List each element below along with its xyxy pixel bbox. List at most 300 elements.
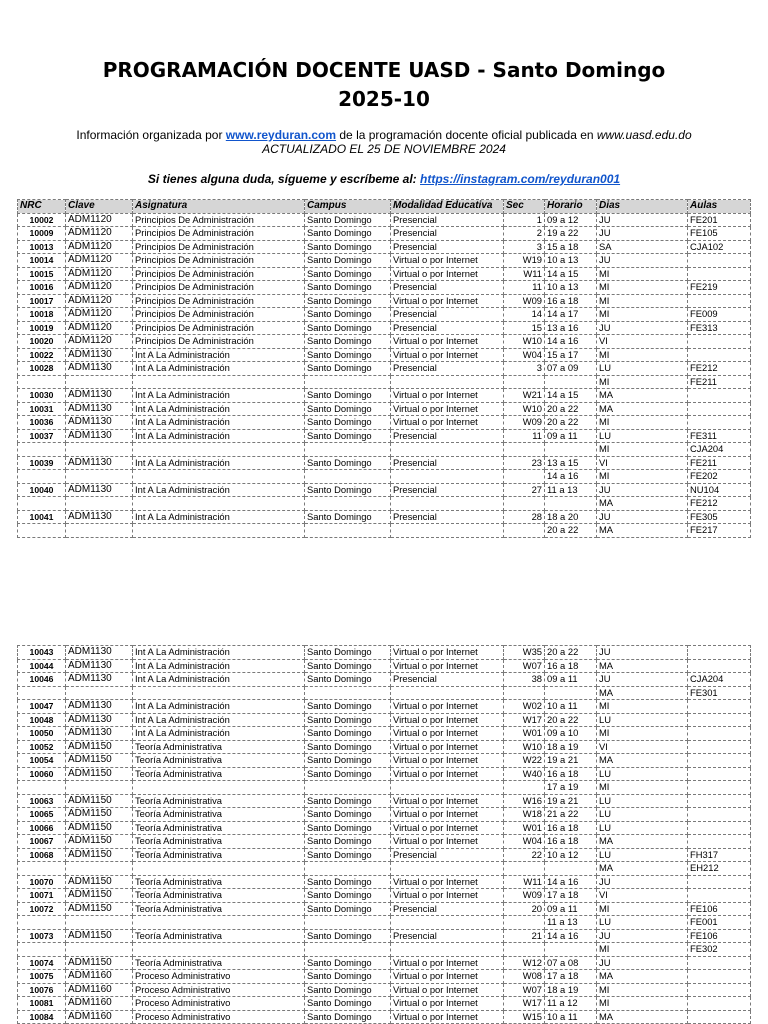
- horario-cell: 09 a 11: [545, 902, 597, 916]
- clave-cell: ADM1130: [66, 700, 133, 714]
- clave-cell: ADM1130: [66, 659, 133, 673]
- horario-cell: 19 a 21: [545, 794, 597, 808]
- asignatura-cell: Int A La Administración: [133, 389, 305, 403]
- dias-cell: MI: [597, 281, 688, 295]
- modalidad-cell: Presencial: [391, 429, 504, 443]
- nrc-cell: 10039: [18, 456, 66, 470]
- table-row: [18, 443, 751, 457]
- clave-cell: ADM1130: [66, 402, 133, 416]
- asignatura-cell: Teoría Administrativa: [133, 875, 305, 889]
- aulas-cell: FE211: [688, 375, 751, 389]
- asignatura-cell: [133, 470, 305, 484]
- asignatura-cell: [133, 943, 305, 957]
- aulas-cell: [688, 740, 751, 754]
- campus-cell: Santo Domingo: [305, 794, 391, 808]
- dias-cell: JU: [597, 875, 688, 889]
- nrc-cell: 10017: [18, 294, 66, 308]
- sec-cell: [504, 375, 545, 389]
- asignatura-cell: Proceso Administrativo: [133, 1010, 305, 1024]
- horario-cell: 09 a 10: [545, 727, 597, 741]
- table-row: [18, 997, 751, 1011]
- modalidad-cell: Virtual o por Internet: [391, 1010, 504, 1024]
- asignatura-cell: Proceso Administrativo: [133, 997, 305, 1011]
- clave-cell: ADM1130: [66, 483, 133, 497]
- table-row: [18, 389, 751, 403]
- horario-cell: 10 a 11: [545, 1010, 597, 1024]
- horario-cell: 16 a 18: [545, 835, 597, 849]
- modalidad-cell: Presencial: [391, 456, 504, 470]
- dias-cell: MI: [597, 308, 688, 322]
- aulas-cell: FE211: [688, 456, 751, 470]
- campus-cell: Santo Domingo: [305, 740, 391, 754]
- clave-cell: ADM1150: [66, 767, 133, 781]
- clave-cell: ADM1160: [66, 983, 133, 997]
- aulas-cell: [688, 713, 751, 727]
- clave-cell: [66, 916, 133, 930]
- modalidad-cell: [391, 916, 504, 930]
- sec-cell: [504, 916, 545, 930]
- nrc-cell: 10031: [18, 402, 66, 416]
- aulas-cell: [688, 754, 751, 768]
- sec-cell: [504, 943, 545, 957]
- clave-cell: ADM1150: [66, 754, 133, 768]
- clave-cell: ADM1150: [66, 956, 133, 970]
- modalidad-cell: Virtual o por Internet: [391, 956, 504, 970]
- dias-cell: LU: [597, 713, 688, 727]
- nrc-cell: [18, 862, 66, 876]
- aulas-cell: FE106: [688, 902, 751, 916]
- clave-cell: ADM1120: [66, 254, 133, 268]
- sec-cell: W07: [504, 659, 545, 673]
- clave-cell: [66, 524, 133, 538]
- table-row: [18, 700, 751, 714]
- campus-cell: Santo Domingo: [305, 902, 391, 916]
- asignatura-cell: Int A La Administración: [133, 646, 305, 660]
- sec-cell: [504, 862, 545, 876]
- clave-cell: ADM1120: [66, 213, 133, 227]
- table-row: [18, 497, 751, 511]
- modalidad-cell: [391, 781, 504, 795]
- dias-cell: MA: [597, 497, 688, 511]
- clave-cell: ADM1130: [66, 362, 133, 376]
- sec-cell: W10: [504, 402, 545, 416]
- asignatura-cell: Teoría Administrativa: [133, 956, 305, 970]
- campus-cell: Santo Domingo: [305, 267, 391, 281]
- modalidad-cell: Presencial: [391, 929, 504, 943]
- campus-cell: Santo Domingo: [305, 727, 391, 741]
- sec-cell: W11: [504, 875, 545, 889]
- sec-cell: W17: [504, 997, 545, 1011]
- table-row: [18, 1010, 751, 1024]
- asignatura-cell: Teoría Administrativa: [133, 740, 305, 754]
- clave-cell: ADM1130: [66, 510, 133, 524]
- nrc-cell: 10076: [18, 983, 66, 997]
- horario-cell: 14 a 16: [545, 335, 597, 349]
- table-row: [18, 983, 751, 997]
- dias-cell: MI: [597, 902, 688, 916]
- aulas-cell: [688, 970, 751, 984]
- asignatura-cell: Int A La Administración: [133, 402, 305, 416]
- clave-cell: ADM1130: [66, 646, 133, 660]
- sec-cell: 27: [504, 483, 545, 497]
- clave-cell: ADM1130: [66, 673, 133, 687]
- nrc-cell: 10028: [18, 362, 66, 376]
- clave-cell: ADM1150: [66, 808, 133, 822]
- campus-cell: Santo Domingo: [305, 673, 391, 687]
- dias-cell: VI: [597, 740, 688, 754]
- sec-cell: W04: [504, 348, 545, 362]
- campus-cell: Santo Domingo: [305, 456, 391, 470]
- col-header: Asignatura: [133, 200, 305, 214]
- dias-cell: JU: [597, 321, 688, 335]
- dias-cell: MI: [597, 997, 688, 1011]
- sec-cell: [504, 497, 545, 511]
- horario-cell: 15 a 18: [545, 240, 597, 254]
- horario-cell: 09 a 11: [545, 673, 597, 687]
- nrc-cell: 10040: [18, 483, 66, 497]
- aulas-cell: FE313: [688, 321, 751, 335]
- table-row: [18, 362, 751, 376]
- clave-cell: [66, 686, 133, 700]
- asignatura-cell: Int A La Administración: [133, 700, 305, 714]
- horario-cell: 11 a 13: [545, 483, 597, 497]
- asignatura-cell: [133, 916, 305, 930]
- dias-cell: MA: [597, 686, 688, 700]
- modalidad-cell: Virtual o por Internet: [391, 740, 504, 754]
- table-row: [18, 875, 751, 889]
- modalidad-cell: Presencial: [391, 510, 504, 524]
- dias-cell: VI: [597, 456, 688, 470]
- horario-cell: 16 a 18: [545, 294, 597, 308]
- campus-cell: Santo Domingo: [305, 713, 391, 727]
- modalidad-cell: Virtual o por Internet: [391, 794, 504, 808]
- sec-cell: W11: [504, 267, 545, 281]
- campus-cell: Santo Domingo: [305, 956, 391, 970]
- dias-cell: JU: [597, 213, 688, 227]
- modalidad-cell: Virtual o por Internet: [391, 970, 504, 984]
- clave-cell: [66, 497, 133, 511]
- sec-cell: 2: [504, 227, 545, 241]
- asignatura-cell: Teoría Administrativa: [133, 929, 305, 943]
- clave-cell: ADM1150: [66, 875, 133, 889]
- modalidad-cell: [391, 470, 504, 484]
- horario-cell: [545, 497, 597, 511]
- aulas-cell: FE202: [688, 470, 751, 484]
- clave-cell: ADM1150: [66, 902, 133, 916]
- campus-cell: Santo Domingo: [305, 808, 391, 822]
- aulas-cell: [688, 821, 751, 835]
- asignatura-cell: Teoría Administrativa: [133, 821, 305, 835]
- nrc-cell: 10020: [18, 335, 66, 349]
- campus-cell: Santo Domingo: [305, 240, 391, 254]
- campus-cell: Santo Domingo: [305, 848, 391, 862]
- dias-cell: VI: [597, 889, 688, 903]
- modalidad-cell: Presencial: [391, 213, 504, 227]
- dias-cell: LU: [597, 848, 688, 862]
- uasd-site: www.uasd.edu.do: [596, 128, 692, 142]
- modalidad-cell: Presencial: [391, 848, 504, 862]
- nrc-cell: 10065: [18, 808, 66, 822]
- clave-cell: ADM1160: [66, 970, 133, 984]
- sec-cell: [504, 686, 545, 700]
- asignatura-cell: Int A La Administración: [133, 727, 305, 741]
- aulas-cell: FE009: [688, 308, 751, 322]
- reyduran-link[interactable]: www.reyduran.com: [225, 128, 337, 142]
- modalidad-cell: Virtual o por Internet: [391, 997, 504, 1011]
- table-row: [18, 402, 751, 416]
- clave-cell: ADM1120: [66, 308, 133, 322]
- title-line-2: 2025-10: [338, 87, 430, 111]
- campus-cell: Santo Domingo: [305, 997, 391, 1011]
- table-row: [18, 456, 751, 470]
- clave-cell: ADM1130: [66, 389, 133, 403]
- modalidad-cell: Virtual o por Internet: [391, 294, 504, 308]
- clave-cell: [66, 470, 133, 484]
- asignatura-cell: [133, 375, 305, 389]
- horario-cell: 17 a 19: [545, 781, 597, 795]
- campus-cell: Santo Domingo: [305, 754, 391, 768]
- aulas-cell: [688, 956, 751, 970]
- asignatura-cell: Teoría Administrativa: [133, 794, 305, 808]
- modalidad-cell: [391, 943, 504, 957]
- modalidad-cell: Virtual o por Internet: [391, 700, 504, 714]
- table-row: [18, 321, 751, 335]
- dias-cell: MA: [597, 754, 688, 768]
- aulas-cell: FE001: [688, 916, 751, 930]
- modalidad-cell: Presencial: [391, 483, 504, 497]
- contact-text: Si tienes alguna duda, sígueme y escríbeme al:: [147, 172, 421, 186]
- sec-cell: W19: [504, 254, 545, 268]
- dias-cell: JU: [597, 956, 688, 970]
- nrc-cell: 10070: [18, 875, 66, 889]
- asignatura-cell: Teoría Administrativa: [133, 848, 305, 862]
- clave-cell: [66, 943, 133, 957]
- horario-cell: 15 a 17: [545, 348, 597, 362]
- table-row: [18, 916, 751, 930]
- dias-cell: MI: [597, 781, 688, 795]
- campus-cell: Santo Domingo: [305, 227, 391, 241]
- aulas-cell: FE201: [688, 213, 751, 227]
- modalidad-cell: Virtual o por Internet: [391, 713, 504, 727]
- campus-cell: Santo Domingo: [305, 929, 391, 943]
- sec-cell: 3: [504, 240, 545, 254]
- table-row: [18, 821, 751, 835]
- contact-note: [0, 172, 768, 186]
- table-row: [18, 713, 751, 727]
- nrc-cell: [18, 916, 66, 930]
- aulas-cell: FE311: [688, 429, 751, 443]
- sec-cell: 14: [504, 308, 545, 322]
- campus-cell: [305, 470, 391, 484]
- aulas-cell: [688, 389, 751, 403]
- aulas-cell: [688, 348, 751, 362]
- asignatura-cell: Int A La Administración: [133, 416, 305, 430]
- aulas-cell: [688, 294, 751, 308]
- aulas-cell: [688, 997, 751, 1011]
- clave-cell: ADM1130: [66, 456, 133, 470]
- clave-cell: ADM1160: [66, 1010, 133, 1024]
- nrc-cell: 10002: [18, 213, 66, 227]
- nrc-cell: 10060: [18, 767, 66, 781]
- nrc-cell: 10037: [18, 429, 66, 443]
- nrc-cell: [18, 943, 66, 957]
- asignatura-cell: [133, 862, 305, 876]
- table-row: [18, 848, 751, 862]
- campus-cell: [305, 524, 391, 538]
- sec-cell: 3: [504, 362, 545, 376]
- horario-cell: 20 a 22: [545, 402, 597, 416]
- campus-cell: Santo Domingo: [305, 335, 391, 349]
- table-row: [18, 470, 751, 484]
- modalidad-cell: Virtual o por Internet: [391, 659, 504, 673]
- nrc-cell: 10063: [18, 794, 66, 808]
- clave-cell: [66, 443, 133, 457]
- clave-cell: ADM1130: [66, 348, 133, 362]
- col-header: Campus: [305, 200, 391, 214]
- instagram-link[interactable]: https://instagram.com/reyduran001: [420, 172, 621, 186]
- sec-cell: W01: [504, 821, 545, 835]
- asignatura-cell: Teoría Administrativa: [133, 902, 305, 916]
- sec-cell: 21: [504, 929, 545, 943]
- horario-cell: 20 a 22: [545, 646, 597, 660]
- campus-cell: [305, 781, 391, 795]
- nrc-cell: 10048: [18, 713, 66, 727]
- info-prefix: Información organizada por: [76, 128, 226, 142]
- col-header: Modalidad Educativa: [391, 200, 504, 214]
- nrc-cell: [18, 443, 66, 457]
- aulas-cell: FE301: [688, 686, 751, 700]
- sec-cell: W01: [504, 727, 545, 741]
- aulas-cell: FE106: [688, 929, 751, 943]
- table-row: [18, 754, 751, 768]
- nrc-cell: 10071: [18, 889, 66, 903]
- dias-cell: MA: [597, 970, 688, 984]
- horario-cell: 19 a 21: [545, 754, 597, 768]
- sec-cell: W15: [504, 1010, 545, 1024]
- campus-cell: Santo Domingo: [305, 294, 391, 308]
- horario-cell: 14 a 17: [545, 308, 597, 322]
- campus-cell: Santo Domingo: [305, 429, 391, 443]
- sec-cell: 15: [504, 321, 545, 335]
- asignatura-cell: Int A La Administración: [133, 659, 305, 673]
- modalidad-cell: Virtual o por Internet: [391, 348, 504, 362]
- asignatura-cell: Principios De Administración: [133, 240, 305, 254]
- schedule-table-1: [17, 199, 751, 538]
- modalidad-cell: Virtual o por Internet: [391, 983, 504, 997]
- clave-cell: ADM1150: [66, 821, 133, 835]
- nrc-cell: 10072: [18, 902, 66, 916]
- aulas-cell: [688, 781, 751, 795]
- clave-cell: [66, 862, 133, 876]
- dias-cell: MA: [597, 835, 688, 849]
- nrc-cell: 10041: [18, 510, 66, 524]
- table-row: [18, 281, 751, 295]
- campus-cell: Santo Domingo: [305, 1010, 391, 1024]
- modalidad-cell: Virtual o por Internet: [391, 254, 504, 268]
- horario-cell: 18 a 19: [545, 740, 597, 754]
- dias-cell: MA: [597, 1010, 688, 1024]
- horario-cell: 19 a 22: [545, 227, 597, 241]
- asignatura-cell: [133, 686, 305, 700]
- asignatura-cell: Principios De Administración: [133, 294, 305, 308]
- nrc-cell: 10075: [18, 970, 66, 984]
- sec-cell: 28: [504, 510, 545, 524]
- modalidad-cell: Virtual o por Internet: [391, 808, 504, 822]
- sec-cell: W18: [504, 808, 545, 822]
- campus-cell: Santo Domingo: [305, 402, 391, 416]
- asignatura-cell: Principios De Administración: [133, 227, 305, 241]
- horario-cell: 16 a 18: [545, 767, 597, 781]
- horario-cell: 14 a 16: [545, 875, 597, 889]
- aulas-cell: [688, 416, 751, 430]
- asignatura-cell: [133, 497, 305, 511]
- horario-cell: 20 a 22: [545, 524, 597, 538]
- horario-cell: 14 a 15: [545, 267, 597, 281]
- campus-cell: Santo Domingo: [305, 281, 391, 295]
- horario-cell: [545, 375, 597, 389]
- horario-cell: 20 a 22: [545, 713, 597, 727]
- table-row: [18, 673, 751, 687]
- nrc-cell: 10014: [18, 254, 66, 268]
- campus-cell: Santo Domingo: [305, 321, 391, 335]
- asignatura-cell: Int A La Administración: [133, 348, 305, 362]
- modalidad-cell: Virtual o por Internet: [391, 767, 504, 781]
- title-line-1: PROGRAMACIÓN DOCENTE UASD - Santo Domingo: [102, 58, 666, 82]
- asignatura-cell: Int A La Administración: [133, 456, 305, 470]
- horario-cell: 10 a 13: [545, 281, 597, 295]
- sec-cell: 20: [504, 902, 545, 916]
- sec-cell: W09: [504, 889, 545, 903]
- sec-cell: W09: [504, 294, 545, 308]
- table-row: [18, 727, 751, 741]
- asignatura-cell: Int A La Administración: [133, 483, 305, 497]
- clave-cell: [66, 375, 133, 389]
- nrc-cell: 10047: [18, 700, 66, 714]
- table-row: [18, 943, 751, 957]
- horario-cell: 14 a 15: [545, 389, 597, 403]
- horario-cell: 09 a 12: [545, 213, 597, 227]
- nrc-cell: 10046: [18, 673, 66, 687]
- info-block: [0, 128, 768, 156]
- horario-cell: 14 a 16: [545, 470, 597, 484]
- asignatura-cell: Principios De Administración: [133, 254, 305, 268]
- horario-cell: 21 a 22: [545, 808, 597, 822]
- aulas-cell: CJA204: [688, 443, 751, 457]
- horario-cell: [545, 686, 597, 700]
- clave-cell: ADM1120: [66, 227, 133, 241]
- asignatura-cell: Teoría Administrativa: [133, 754, 305, 768]
- dias-cell: LU: [597, 429, 688, 443]
- dias-cell: LU: [597, 821, 688, 835]
- aulas-cell: FH317: [688, 848, 751, 862]
- modalidad-cell: Presencial: [391, 227, 504, 241]
- campus-cell: Santo Domingo: [305, 821, 391, 835]
- horario-cell: 13 a 16: [545, 321, 597, 335]
- sec-cell: W10: [504, 740, 545, 754]
- nrc-cell: 10013: [18, 240, 66, 254]
- aulas-cell: [688, 254, 751, 268]
- sec-cell: W22: [504, 754, 545, 768]
- aulas-cell: [688, 794, 751, 808]
- modalidad-cell: Presencial: [391, 362, 504, 376]
- modalidad-cell: [391, 686, 504, 700]
- nrc-cell: 10073: [18, 929, 66, 943]
- aulas-cell: FE212: [688, 362, 751, 376]
- clave-cell: ADM1120: [66, 281, 133, 295]
- aulas-cell: FE219: [688, 281, 751, 295]
- table-row: [18, 335, 751, 349]
- campus-cell: Santo Domingo: [305, 389, 391, 403]
